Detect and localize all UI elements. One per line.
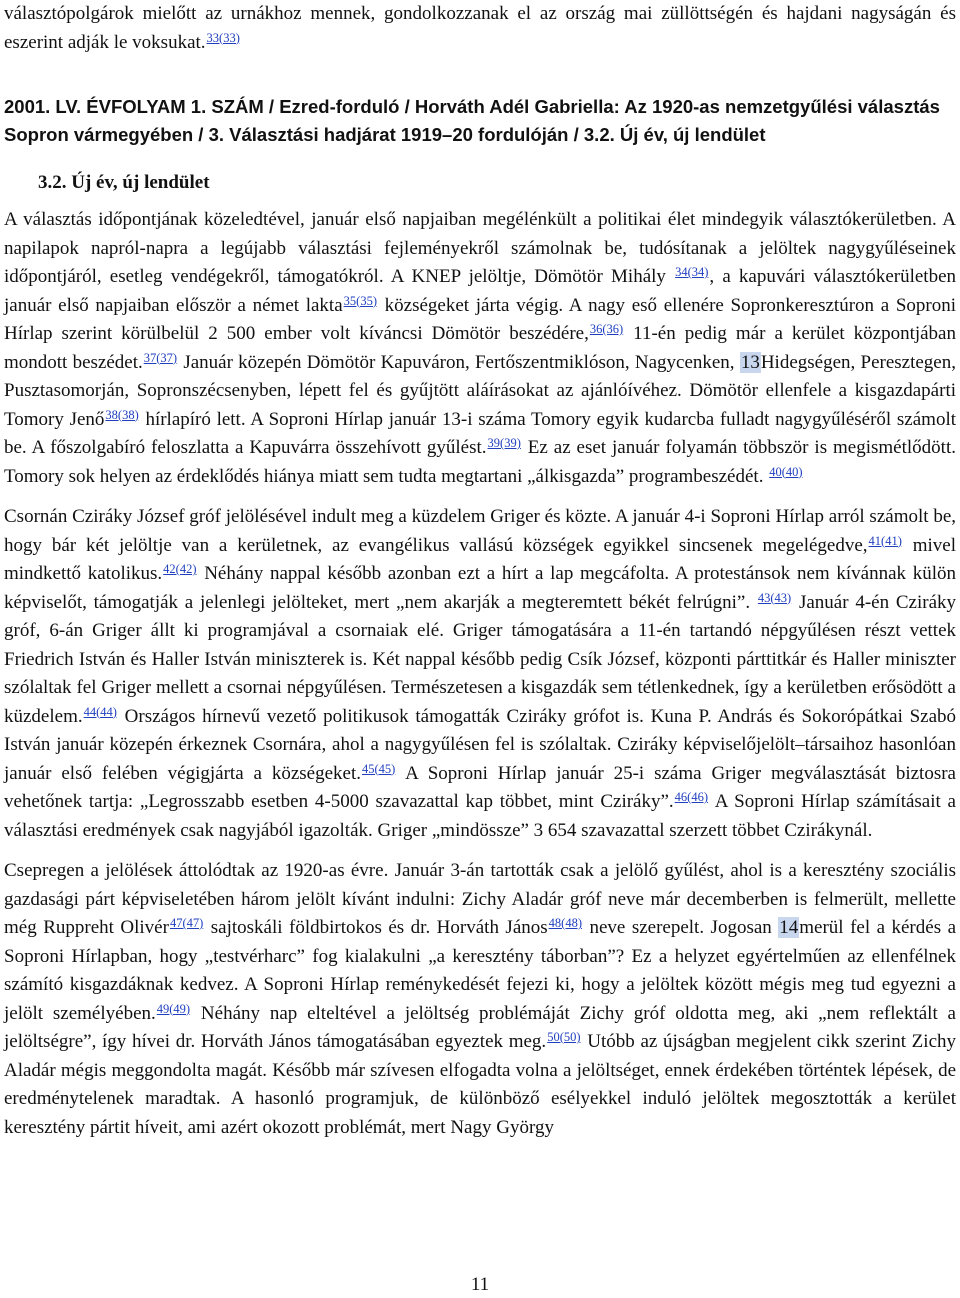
paragraph-3 bbox=[4, 857, 956, 1142]
p2-text-4: Január 4-én Cziráky gróf, 6-án Griger állt ki programjával a csornaiak elé. Griger támogatására a 11-én tartandó népgyűlésen részt vettek Friedrich István és Haller István miniszterek is. Két nappal később pedig Csík József, központi párttitkár és Haller miniszter szólaltak fel Griger mellett a csornai népgyűlésen. Természetesen a kisgazdák sem tétlenkednek, így a kerületben erősödött a küzdelem. bbox=[4, 591, 957, 727]
p3-text-4: merül fel a kérdés a Soproni Hírlapban, hogy „testvérharc” fog kialakulni „a keresztény táborban”? Ez a helyzet egyértelműen az ellenfélnek számító kisgazdáknak kedvez. A Soproni Hírlap reménykedését fejezi ki, hogy a jelöltek között mégis meg tud egyezni a jelölt személyében. bbox=[4, 917, 957, 1024]
p1-text-4: 11-én pedig már a kerület központjában mondott beszédet. bbox=[4, 323, 956, 373]
footnote-link-44[interactable]: 44(44) bbox=[83, 704, 117, 719]
footnote-link-36[interactable]: 36(36) bbox=[589, 322, 624, 336]
p2-text-2: mivel mindkettő katolikus. bbox=[4, 534, 956, 584]
paragraph-2 bbox=[4, 503, 956, 845]
p2-text-3: Néhány nappal később azonban ezt a hírt a lap megcáfolta. A protestánsok nem kívánnak külön képviselőt, támogatják a jelenlegi jelölteket, mert „nem akarják a megteremtett békét felrúgni”. bbox=[4, 563, 956, 613]
section-title: 3.2. Új év, új lendület bbox=[38, 172, 210, 193]
p1-text-8: Ez az eset január folyamán többször is megismétlődött. Tomory sok helyen az érdeklődés hiánya miatt sem tudta megtartani „álkisgazda” programbeszédét. bbox=[4, 437, 956, 487]
paragraph-1 bbox=[4, 206, 956, 491]
footnote-link-41[interactable]: 41(41) bbox=[868, 533, 902, 548]
footnote-link-42[interactable]: 42(42) bbox=[163, 562, 197, 576]
p3-text-1: Csepregen a jelölések áttolódtak az 1920-as évre. Január 3-án tartották csak a jelölő gyűlést, ahol is a keresztény szociális gazdasági párt képviseletében három jelölt kívánt indulni: Zichy Aladár gróf neve már decemberben is felmerült, mellette még Ruppreht Olivér bbox=[4, 860, 956, 938]
p3-text-3: neve szerepelt. Jogosan bbox=[582, 917, 779, 938]
intro-paragraph bbox=[4, 0, 956, 57]
footnote-link-43[interactable]: 43(43) bbox=[757, 590, 792, 605]
p1-text-6: Hidegségen, Peresztegen, Pusztasomorján, Sopronszécsenyben, lépett fel és gyűjtött aláírásokat az ajánlóívéhez. Dömötör ellenfele a kisgazdapárti Tomory Jenő bbox=[4, 351, 956, 430]
footnote-link-34[interactable]: 34(34) bbox=[675, 265, 709, 279]
footnote-link-35[interactable]: 35(35) bbox=[343, 293, 377, 308]
footnote-link-37[interactable]: 37(37) bbox=[143, 350, 178, 365]
footnote-link-40[interactable]: 40(40) bbox=[769, 464, 803, 479]
footnote-link-50[interactable]: 50(50) bbox=[547, 1030, 581, 1044]
footnote-link-38[interactable]: 38(38) bbox=[105, 407, 139, 422]
p2-text-6: A Soproni Hírlap január 25-i száma Griger megválasztását biztosra vehetőnek tartja: „Legrosszabb esetben 4-5000 szavazattal kap többet, mint Cziráky”. bbox=[4, 762, 956, 812]
p3-text-6: Utóbb az újságban megjelent cikk szerint Zichy Aladár mégis meggondolta magát. Később már szívesen elfogadta volna a jelöltséget, ennek érdekében történtek lépések, de eredménytelenek maradtak. A hasonló programjuk, de különböző esélyekkel induló jelöltek megosztották a kerület keresztény pártit híveit, ami azért okozott problémát, mert Nagy György bbox=[4, 1031, 957, 1138]
page-marker-13[interactable]: 13 bbox=[740, 351, 760, 373]
p1-text-2: , a kapuvári választókerületben január első napjaiban először a német lakta bbox=[4, 266, 956, 316]
p1-text-7: hírlapíró lett. A Soproni Hírlap január 13-i száma Tomory egyik kudarcba fulladt nagygyűléséről számolt be. A főszolgabíró feloszlatta a Kapuvárra összehívott gyűlést. bbox=[4, 408, 957, 458]
intro-text: választópolgárok mielőtt az urnákhoz mennek, gondolkozzanak el az ország mai züllöttségén és hajdani nagyságán és eszerint adják le voksukat. bbox=[4, 3, 956, 53]
document-page bbox=[4, 0, 956, 1142]
p2-text-5: Országos hírnevű vezető politikusok támogatták Cziráky grófot is. Kuna P. András és Sokorópátkai Szabó István január közepén érkeznek Csornára, ahol a nagygyűlésen fel is szólaltak. Cziráky képviselőjelölt–társaihoz hasonlóan január első felében végigjárta a községeket. bbox=[4, 705, 956, 784]
footnote-link-46[interactable]: 46(46) bbox=[674, 790, 708, 804]
p2-text-7: A Soproni Hírlap számításait a választási eredmények csak nagyjából igazolták. Griger „mindössze” 3 654 szavazattal szerzett többet Czirákynál. bbox=[4, 791, 956, 841]
p3-text-2: sajtoskáli földbirtokos és dr. Horváth János bbox=[204, 917, 548, 938]
footnote-link-47[interactable]: 47(47) bbox=[169, 916, 204, 930]
footnote-link-48[interactable]: 48(48) bbox=[548, 916, 582, 930]
p2-text-1: Csornán Cziráky József gróf jelölésével indult meg a küzdelem Griger és közte. A január 4-i Soproni Hírlap arról számolt be, hogy bár két jelöltje van a kerületnek, az evangélikus vallású községek egyikkel sincsenek megelégedve, bbox=[4, 506, 956, 556]
footnote-link-33[interactable]: 33(33) bbox=[206, 30, 240, 45]
p1-text-1: A választás időpontjának közeledtével, január első napjaiban megélénkült a politikai élet mindegyik választókerületben. A napilapok napról-napra a legújabb választási fejleményekről számolnak be, tudósítanak a jelöltek nagygyűléseinek időpontjáról, esetleg vendégekről, támogatókról. A KNEP jelöltje, Dömötör Mihály bbox=[4, 209, 956, 287]
p1-text-3: községeket járta végig. A nagy eső ellenére Sopronkeresztúron a Soproni Hírlap szerint körülbelül 2 500 ember volt kíváncsi Dömötör beszédére, bbox=[4, 294, 956, 344]
footnote-link-39[interactable]: 39(39) bbox=[487, 436, 521, 450]
breadcrumb: 2001. LV. ÉVFOLYAM 1. SZÁM / Ezred-forduló / Horváth Adél Gabriella: Az 1920-as nemzetgyűlési választás Sopron vármegyében / 3. Választási hadjárat 1919–20 fordulóján / 3.2. Új év, új lendület bbox=[4, 96, 940, 145]
p3-text-5: Néhány nap elteltével a jelöltség problémáját Zichy gróf oldotta meg, aki „nem reflektált a jelöltségre”, így hívei dr. Horváth János támogatásában egyeztek meg. bbox=[4, 1002, 956, 1052]
p1-text-5: Január közepén Dömötör Kapuváron, Fertőszentmiklóson, Nagycenken, bbox=[178, 351, 740, 373]
footnote-link-45[interactable]: 45(45) bbox=[362, 761, 396, 776]
page-number: 11 bbox=[470, 1274, 490, 1295]
footnote-link-49[interactable]: 49(49) bbox=[156, 1001, 191, 1016]
page-marker-14[interactable]: 14 bbox=[779, 917, 799, 938]
